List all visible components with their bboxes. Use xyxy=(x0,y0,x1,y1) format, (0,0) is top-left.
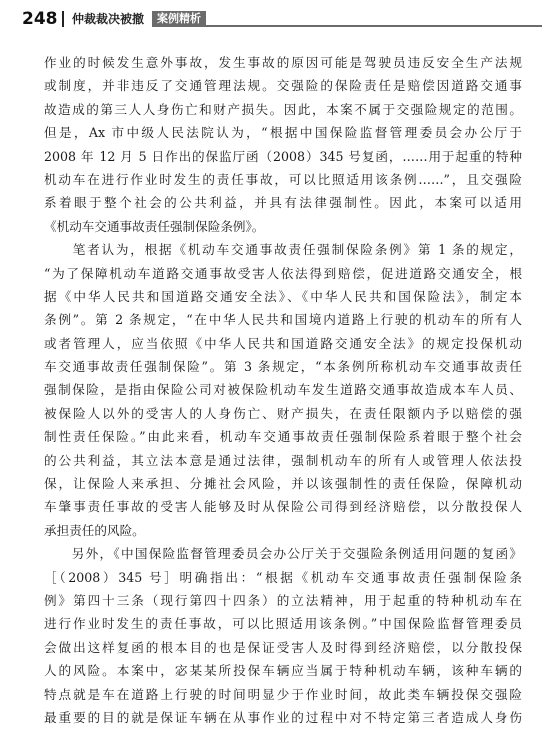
text-line: 2008 年 12 月 5 日作出的保监厅函（2008）345 号复函，……用于起重的特种 xyxy=(44,148,522,164)
text-line: 会做出这样复函的根本目的也是保证受害人及时得到经济赔偿，以分散投保 xyxy=(44,639,522,655)
text-line: 《机动车交通事故责任强制保险条例》。 xyxy=(44,218,265,234)
text-line: 但是，Ax 市中级人民法院认为，“根据中国保险监督管理委员会办公厅于 xyxy=(44,125,522,141)
text-line: 人的风险。本案中，宓某某所投保车辆应当属于特种机动车辆，该种车辆的 xyxy=(44,663,522,679)
text-line: 据《中华人民共和国道路交通安全法》、《中华人民共和国保险法》，制定本 xyxy=(44,288,522,304)
text-line: 车交通事故责任强制保险”。第 3 条规定，“本条例所称机动车交通事故责任 xyxy=(44,359,522,375)
header-rule xyxy=(202,25,542,27)
text-line: 车肇事责任事故的受害人能够及时从保险公司得到经济赔偿，以分散投保人 xyxy=(44,499,522,515)
text-line: 笔者认为，根据《机动车交通事故责任强制保险条例》第 1 条的规定， xyxy=(44,242,522,258)
page-number: 248 xyxy=(22,9,58,29)
section-tag: 案例精析 xyxy=(152,11,206,27)
text-line: ［（2008）345 号］明确指出：“根据《机动车交通事故责任强制保险条 xyxy=(44,569,522,585)
text-line: 故造成的第三人人身伤亡和财产损失。因此，本案不属于交强险规定的范围。 xyxy=(44,101,522,117)
text-line: 或者管理人，应当依照《中华人民共和国道路交通安全法》的规定投保机动 xyxy=(44,335,522,351)
running-header xyxy=(22,8,542,30)
text-line: 或制度，并非违反了交通管理法规。交强险的保险责任是赔偿因道路交通事 xyxy=(44,78,522,94)
text-line: 特点就是车在道路上行驶的时间明显少于作业时间，故此类车辆投保交强险 xyxy=(44,686,522,702)
text-line: 作业的时候发生意外事故，发生事故的原因可能是驾驶员违反安全生产法规 xyxy=(44,55,522,70)
text-line: 强制保险，是指由保险公司对被保险机动车发生道路交通事故造成本车人员、 xyxy=(44,382,522,398)
text-line: 保，让保险人来承担、分摊社会风险，并以该强制性的责任保险，保障机动 xyxy=(44,476,522,492)
text-line: 条例”。第 2 条规定，“在中华人民共和国境内道路上行驶的机动车的所有人 xyxy=(44,312,522,328)
text-line: 系着眼于整个社会的公共利益，并具有法律强制性。因此，本案可以适用 xyxy=(44,195,522,211)
text-line: “为了保障机动车道路交通事故受害人依法得到赔偿，促进道路交通安全，根 xyxy=(44,265,522,281)
text-line: 机动车在进行作业时发生的责任事故，可以比照适用该条例……”，且交强险 xyxy=(44,171,522,187)
text-line: 另外，《中国保险监督管理委员会办公厅关于交强险条例适用问题的复函》 xyxy=(44,546,522,562)
text-line: 被保险人以外的受害人的人身伤亡、财产损失，在责任限额内予以赔偿的强 xyxy=(44,405,522,421)
text-line: 例》第四十三条（现行第四十四条）的立法精神，用于起重的特种机动车在 xyxy=(44,592,522,608)
book-title: 仲裁裁决被撤 xyxy=(72,12,145,26)
header-separator xyxy=(62,11,64,27)
body-text xyxy=(44,51,522,729)
text-line: 最重要的目的就是保证车辆在从事作业的过程中对不特定第三者造成人身伤 xyxy=(44,709,522,725)
text-line: 承担责任的风险。 xyxy=(44,522,145,538)
text-line: 制性责任保险。”由此来看，机动车交通事故责任强制保险系着眼于整个社会 xyxy=(44,429,522,445)
text-line: 的公共利益，其立法本意是通过法律，强制机动车的所有人或管理人依法投 xyxy=(44,452,522,468)
text-line: 进行作业时发生的责任事故，可以比照适用该条例。”中国保险监督管理委员 xyxy=(44,616,522,632)
